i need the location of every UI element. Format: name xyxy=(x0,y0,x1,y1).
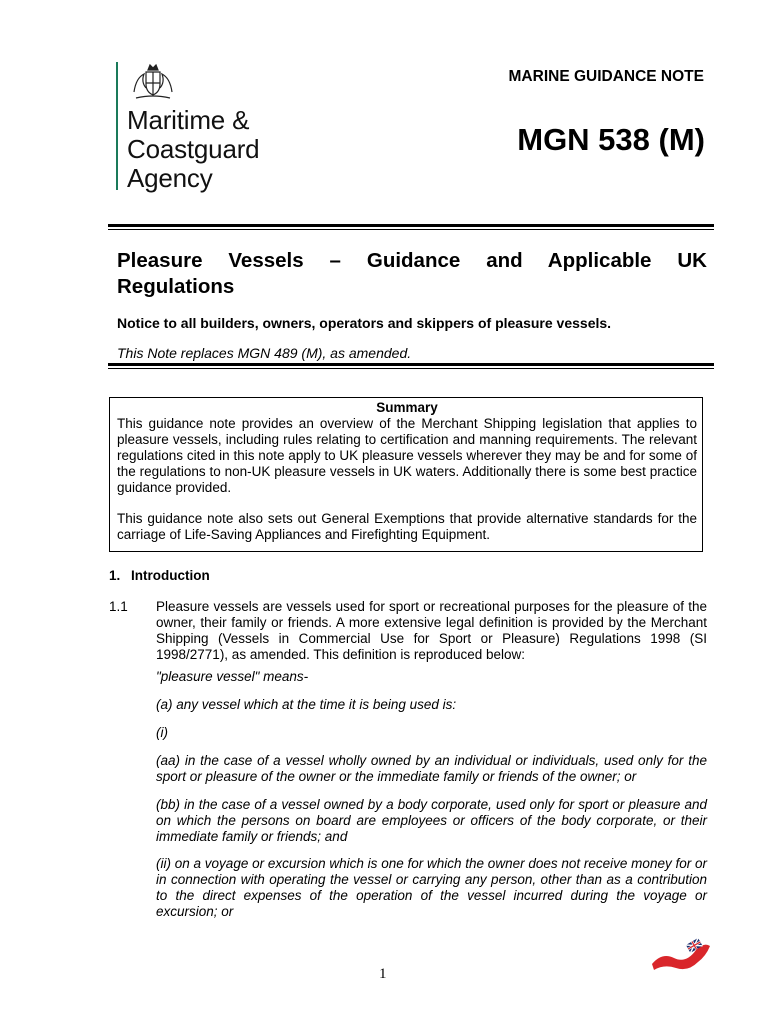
definition-aa: (aa) in the case of a vessel wholly owned by an individual or individuals, used only for the sport or pleasure of the owner or the immediate family or friends of the owner; or xyxy=(156,753,707,784)
summary-heading: Summary xyxy=(376,400,438,415)
summary-box xyxy=(109,397,703,552)
agency-name-line1: Maritime & xyxy=(127,105,250,135)
royal-crest-icon xyxy=(128,62,178,102)
notice-line: Notice to all builders, owners, operators and skippers of pleasure vessels. xyxy=(117,315,612,331)
definition-bb: (bb) in the case of a vessel owned by a body corporate, used only for sport or pleasure and on which the persons on board are employees or officers of the body corporate, or their immediate family or friends; and xyxy=(156,797,707,844)
summary-paragraph-2: This guidance note also sets out General Exemptions that provide alternative standards for the carriage of Life-Saving Appliances and Firefighting Equipment. xyxy=(117,511,697,542)
section-number: 1. xyxy=(109,568,121,583)
section-title: Introduction xyxy=(131,568,210,583)
paragraph-text: Pleasure vessels are vessels used for sport or recreational purposes for the pleasure of the owner, their family or friends. A more extensive legal definition is provided by the Merchant Shipping (Vessels in Commercial Use for Sport or Pleasure) Regulations 1998 (SI 1998/2771), as amended. This definition is reproduced below: xyxy=(156,599,707,662)
agency-name-line3: Agency xyxy=(127,163,213,193)
note-number: MGN 538 (M) xyxy=(517,122,705,157)
paragraph-1-1 xyxy=(109,599,707,663)
title-rule xyxy=(108,363,714,369)
definition-i: (i) xyxy=(156,725,168,740)
section-heading xyxy=(109,568,210,583)
note-type: MARINE GUIDANCE NOTE xyxy=(508,68,704,85)
summary-paragraph-1: This guidance note provides an overview of the Merchant Shipping legislation that applies to pleasure vessels, including rules relating to certification and manning requirements. The relevant regulations cited in this note apply to UK pleasure vessels wherever they may be and for some of the regulations to non-UK pleasure vessels in UK waters. Additionally there is some best practice guidance provided. xyxy=(117,416,697,495)
logo-divider xyxy=(116,62,118,190)
agency-name xyxy=(127,106,259,193)
definition-intro: "pleasure vessel" means- xyxy=(156,669,309,684)
definition-a: (a) any vessel which at the time it is being used is: xyxy=(156,697,457,712)
page-number: 1 xyxy=(379,966,387,982)
replaces-note: This Note replaces MGN 489 (M), as amended. xyxy=(117,345,412,361)
definition-ii: (ii) on a voyage or excursion which is one for which the owner does not receive money for or in connection with operating the vessel or carrying any person, other than as a contribution to the direct expenses of the operation of the vessel incurred during the voyage or excursion; or xyxy=(156,856,707,919)
agency-name-line2: Coastguard xyxy=(127,134,260,164)
paragraph-number: 1.1 xyxy=(109,599,128,614)
red-ensign-icon xyxy=(650,938,712,974)
header-rule xyxy=(108,224,714,230)
document-title: Pleasure Vessels – Guidance and Applicable UK Regulations xyxy=(117,249,707,298)
